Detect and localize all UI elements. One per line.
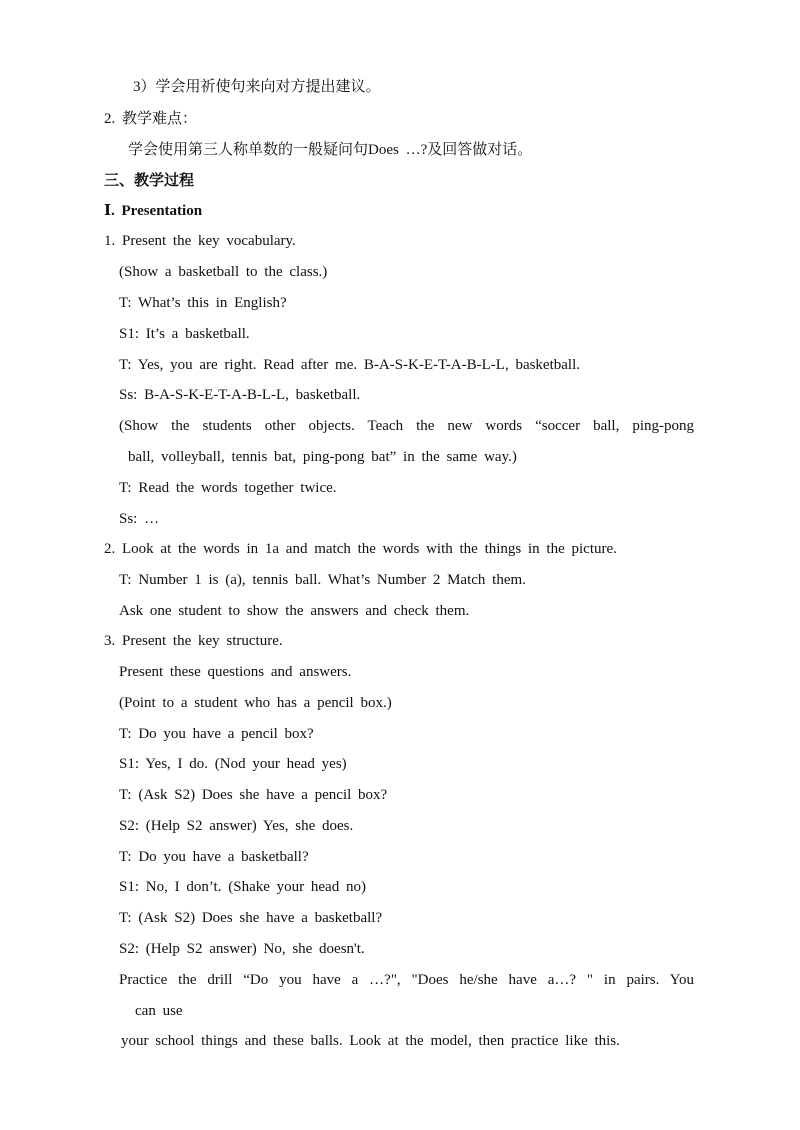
dialogue-line: T: (Ask S2) Does she have a pencil box?	[119, 787, 388, 803]
dialogue-line: T: Yes, you are right. Read after me. B-A-S-K-E-T-A-B-L-L, basketball.	[119, 357, 581, 373]
text-line: Present these questions and answers.	[119, 664, 352, 680]
dialogue-line: S2: (Help S2 answer) No, she doesn't.	[119, 941, 365, 957]
text-line: (Point to a student who has a pencil box.)	[119, 695, 392, 711]
difficulty-text: 学会使用第三人称单数的一般疑问句Does …?及回答做对话。	[128, 142, 533, 158]
step-2-title: 2. Look at the words in 1a and match the words with the things in the picture.	[104, 541, 617, 557]
text-line: Practice the drill “Do you have a …?", "Does he/she have a…? " in pairs. You	[119, 972, 694, 988]
dialogue-line: Ss: …	[119, 511, 160, 527]
dialogue-line: S1: It’s a basketball.	[119, 326, 250, 342]
dialogue-line: T: Do you have a pencil box?	[119, 726, 314, 742]
text-line: Ask one student to show the answers and check them.	[119, 603, 470, 619]
text-line: can use	[135, 1003, 183, 1019]
text-line: ball, volleyball, tennis bat, ping-pong bat” in the same way.)	[128, 449, 517, 465]
dialogue-line: S1: Yes, I do. (Nod your head yes)	[119, 756, 347, 772]
step-3-title: 3. Present the key structure.	[104, 633, 283, 649]
dialogue-line: T: Read the words together twice.	[119, 480, 337, 496]
heading-teaching-process: 三、教学过程	[104, 173, 195, 189]
dialogue-line: T: Do you have a basketball?	[119, 849, 309, 865]
dialogue-line: Ss: B-A-S-K-E-T-A-B-L-L, basketball.	[119, 387, 361, 403]
text-line: your school things and these balls. Look at the model, then practice like this.	[121, 1033, 620, 1049]
text-line: (Show a basketball to the class.)	[119, 264, 328, 280]
dialogue-line: T: Number 1 is (a), tennis ball. What’s Number 2 Match them.	[119, 572, 526, 588]
dialogue-line: S1: No, I don’t. (Shake your head no)	[119, 879, 366, 895]
dialogue-line: T: (Ask S2) Does she have a basketball?	[119, 910, 383, 926]
text-line: (Show the students other objects. Teach the new words “soccer ball, ping-pong	[119, 418, 694, 434]
dialogue-line: T: What’s this in English?	[119, 295, 287, 311]
step-1-title: 1. Present the key vocabulary.	[104, 233, 296, 249]
heading-teaching-difficulty: 2. 教学难点：	[104, 111, 198, 127]
heading-presentation: Ⅰ. Presentation	[104, 203, 203, 219]
dialogue-line: S2: (Help S2 answer) Yes, she does.	[119, 818, 354, 834]
objective-3: 3）学会用祈使句来向对方提出建议。	[133, 79, 381, 95]
